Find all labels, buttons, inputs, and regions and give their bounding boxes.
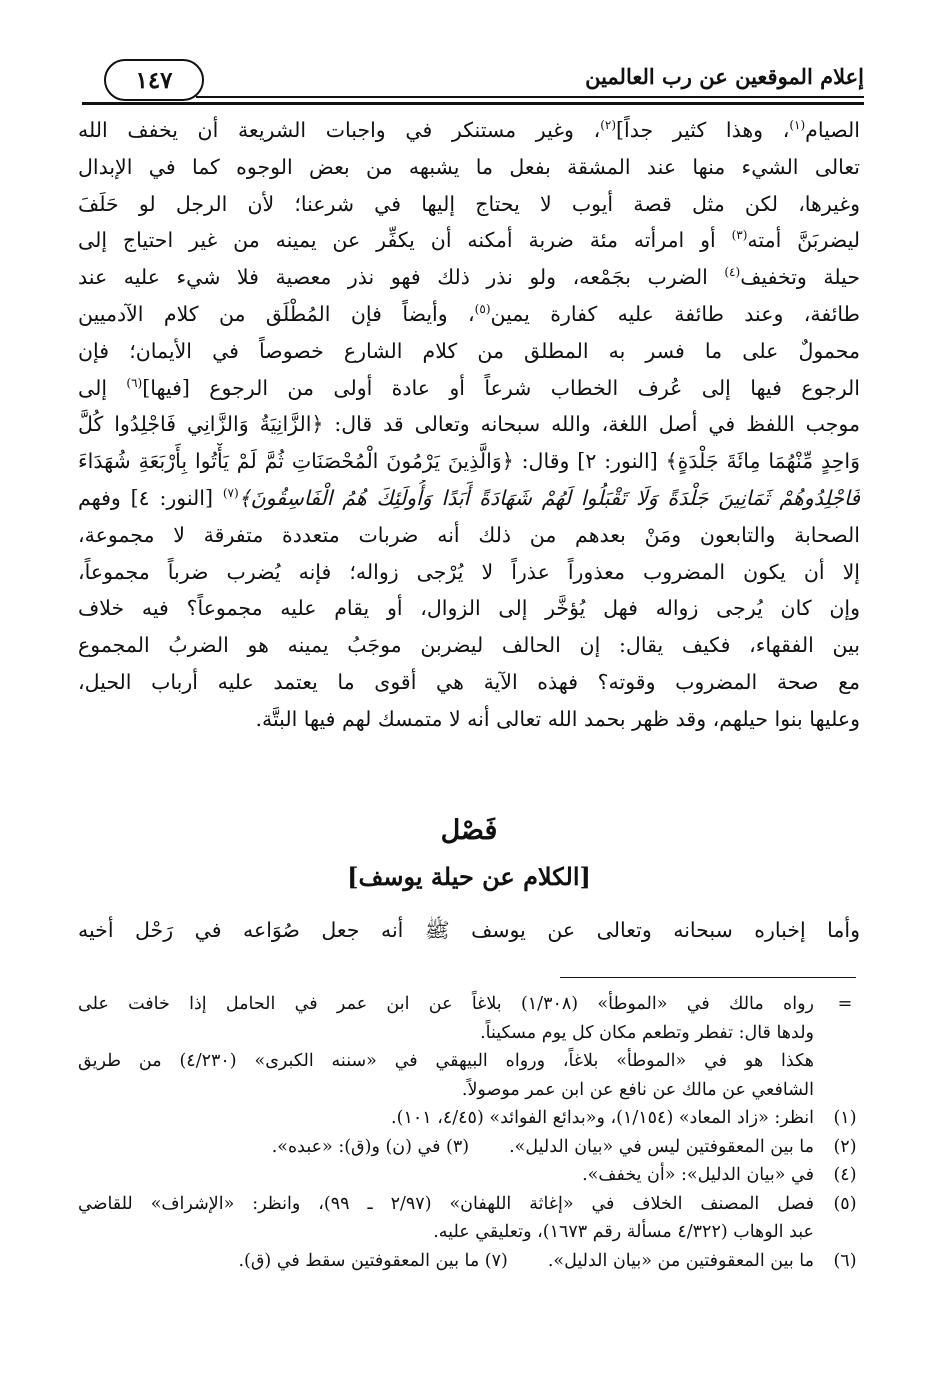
footnote-text: ما بين المعقوفتين ليس في «بيان الدليل».(٣) في (ن) و(ق): «عبده». [271,1136,814,1157]
footnote-text: عبد الوهاب (٤/٣٢٢ مسألة رقم ١٦٧٣)، وتعليقي عليه. [433,1222,814,1242]
body-line: حيلة وتخفيف$^{(٤)}$ الضرب بجَمْعه، ولو نذر ذلك فهو نذر معصية فلا شيء عليه عند [78,265,860,290]
quran-line: فَاجْلِدُوهُمْ ثَمَانِينَ جَلْدَةً وَلَا تَقْبَلُوا لَهُمْ شَهَادَةً أَبَدًا وَأُولَئِكَ هُمُ الْفَاسِقُونَ﴾$^{(٧)}$ [النور: ٤] وفهم [78,485,860,510]
body-line: تعالى الشيء منها عند المشقة بفعل ما يشبهه من بعض الوجوه كما في الإبدال [78,154,860,179]
header-rule-top [196,96,864,98]
section-title: فَصْل [440,815,498,846]
quran-line: وَاحِدٍ مِّنْهُمَا مِائَةَ جَلْدَةٍ﴾ [النور: ٢] وقال: ﴿وَالَّذِينَ يَرْمُونَ الْمُحْصَنَاتِ ثُمَّ لَمْ يَأْتُوا بِأَرْبَعَةِ شُهَدَاءَ [78,449,860,474]
body-line: وإن كان يُرجى زواله فهل يُؤخَّر إلى الزوال، أو يقام عليه مجموعاً؟ فيه خلاف [78,596,860,621]
running-title: إعلام الموقعين عن رب العالمين [585,64,864,89]
footnote [78,990,860,1047]
footnote-text: هكذا هو في «الموطأ» بلاغاً، ورواه البيهقي في «سننه الكبرى» (٤/٢٣٠) من طريق [78,1051,814,1071]
body-line: الصحابة والتابعون ومَنْ بعدهم من ذلك أنه ضربات متعددة متفرقة لا مجموعة، [78,522,860,547]
footnote-text: رواه مالك في «الموطأ» (١/٣٠٨) بلاغاً عن ابن عمر في الحامل إذا خافت على [78,994,814,1014]
body-line: ليضربَنَّ أمته$^{(٣)}$ أو امرأته مئة ضربة أمكنه أن يكفِّر عن يمينه من غير احتياج إلى [78,228,860,253]
footnote-mark: (١) [833,1108,857,1128]
footnote-text: ما بين المعقوفتين من «بيان الدليل».(٧) ما بين المعقوفتين سقط في (ق). [238,1250,814,1271]
body-line: وأما إخباره سبحانه وتعالى عن يوسف ﷺ أنه جعل صُوَاعه في رَحْل أخيه [78,918,860,942]
footnote-text: ولدها قال: تفطر وتطعم مكان كل يوم مسكيناً. [480,1022,814,1043]
footnote [78,1190,860,1247]
body-line: الصيام$^{(١)}$، وهذا كثير جداً]$^{(٢)}$، وغير مستنكر في واجبات الشريعة أن يخفف الله [78,118,860,142]
body-line: محمولٌ على ما فسر به المطلق من كلام الشارع خصوصاً في الأيمان؛ فإن [78,338,860,363]
footnote-mark: = [837,994,853,1014]
header-rule-bottom [82,102,864,105]
body-line: مع صحة المضروب وقوته؟ فهذه الآية هي أقوى ما يعتمد عليه أرباب الحيل، [78,669,860,694]
footnote-mark: (٥) [833,1193,857,1214]
body-line: وغيرها، لكن مثل قصة أيوب لا يحتاج إليها في شرعنا؛ لأن الرجل لو حَلَفَ [78,191,860,216]
body-line: بين الفقهاء، فكيف يقال: إن الحالف ليضربن موجَبُ يمينه هو الضربُ المجموع [78,633,860,658]
body-line: طائفة، وعند طائفة عليه كفارة يمين$^{(٥)}$، وأيضاً فإن المُطْلَق من كلام الآدميين [78,301,860,326]
footnote [78,1047,860,1104]
body-line: وعليها بنوا حيلهم، وقد ظهر بحمد الله تعالى أنه لا متمسك لهم فيها البتَّة. [255,706,860,731]
footnote-text: في «بيان الدليل»: «أن يخفف». [582,1165,814,1185]
footnotes [78,990,860,1275]
body-line: إلا أن يكون المضروب معذوراً عذراً لا يُرْجى زواله؛ فإنه يُضرب ضرباً مجموعاً، [78,559,860,584]
footnote-text: الشافعي عن مالك عن نافع عن ابن عمر موصولاً. [461,1079,814,1100]
page-header [82,56,864,106]
footnote-mark: (٢) [833,1136,857,1157]
footnote-mark: (٦) [833,1250,857,1271]
footnote-text: فصل المصنف الخلاف في «إغاثة اللهفان» (٢/٩٧ ـ ٩٩)، وانظر: «الإشراف» للقاضي [78,1193,814,1214]
footnote-text: انظر: «زاد المعاد» (١/١٥٤)، و«بدائع الفوائد» (٤/٤٥، ١٠١). [391,1108,814,1128]
footnote [78,1133,860,1162]
body-line: الرجوع فيها إلى عُرف الخطاب شرعاً أو عادة أولى من الرجوع [فيها]$^{(٦)}$ إلى [78,375,860,400]
footnote [78,1247,860,1276]
footnote-separator [560,977,856,978]
main-text [78,112,860,738]
footnote [78,1161,860,1190]
section-subtitle: [الكلام عن حيلة يوسف] [347,862,591,891]
footnote-mark: (٤) [833,1165,857,1185]
page-number: ١٤٧ [104,59,204,101]
footnote [78,1104,860,1133]
body-line: موجب اللفظ في أصل اللغة، والله سبحانه وتعالى قد قال: ﴿الزَّانِيَةُ وَالزَّانِي فَاجْلِدُوا كُلَّ [78,412,860,437]
